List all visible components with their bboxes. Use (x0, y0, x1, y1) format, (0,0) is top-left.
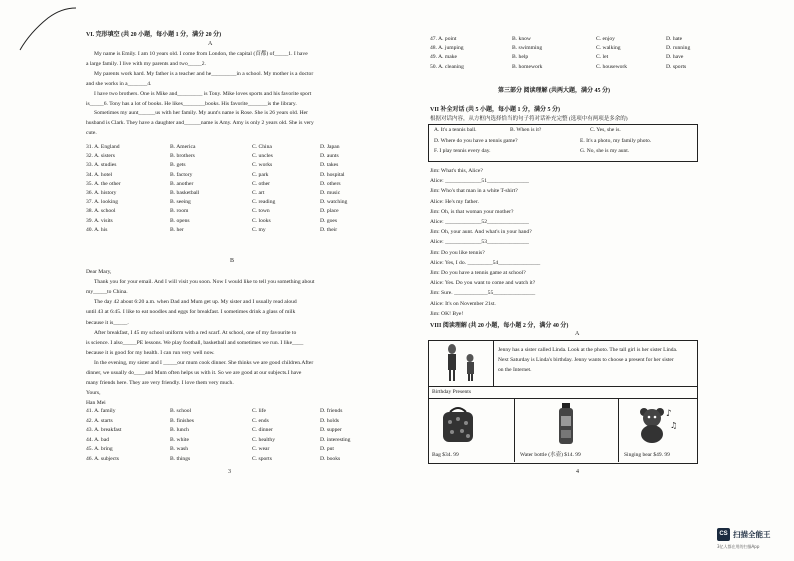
option-choice: B. things (170, 456, 191, 462)
option-choice: B. finishes (170, 417, 194, 424)
option-choice: C. my (252, 226, 266, 233)
passage-line: Jim: OK! Bye! (430, 310, 464, 317)
option-choice: B. gets (170, 162, 186, 169)
passage-line: Alice: Yes, I do. _________54_______________ (430, 259, 541, 266)
option-row (430, 64, 730, 71)
option-choice: C. town (252, 208, 270, 215)
option-choice: 39. A. visits (86, 217, 113, 224)
part-a-label: A (208, 41, 213, 47)
dialogue-choice: F. I play tennis every day. (434, 148, 491, 154)
option-choice: D. place (320, 208, 339, 215)
option-choice: D. their (320, 226, 338, 233)
option-choice: B. brothers (170, 153, 195, 160)
option-choice: B. basketball (170, 190, 200, 196)
option-choice: 50. A. cleaning (430, 63, 464, 70)
present-caption: Water bottle (水壶) $14. 99 (520, 452, 581, 458)
option-choice: B. factory (170, 171, 193, 178)
passage-line: and she works in a_______4. (86, 80, 152, 87)
passage-line: Dear Mary, (86, 269, 112, 275)
option-row (86, 162, 386, 169)
watermark-app-name: 扫描全能王 (733, 530, 771, 539)
option-choice: C. walking (596, 45, 621, 52)
story-line: on the Internet. (498, 367, 532, 373)
option-choice: D. running (666, 45, 691, 52)
option-choice: 44. A. bad (86, 436, 109, 443)
option-choice: C. sports (252, 456, 272, 462)
option-choice: B. opens (170, 217, 190, 224)
right-page (400, 0, 794, 561)
option-choice: B. help (512, 54, 529, 61)
option-choice: B. swimming (512, 45, 543, 52)
passage-line: my_____to China. (86, 289, 128, 296)
story-line: Jenny has a sister called Linda. Look at the photo. The tall girl is her sister Linda. (498, 347, 678, 353)
dialogue-choice: D. Where do you have a tennis game? (434, 137, 518, 144)
passage-line: Jim: What's this, Alice? (430, 168, 483, 174)
option-choice: B. know (512, 36, 531, 42)
bag-icon (438, 404, 478, 444)
option-choice: B. white (170, 436, 189, 443)
passage-line: In the evening, my sister and I _____our mum cook dinner. She thinks we are good children.After (94, 359, 314, 366)
passage-line: Alice: _____________53_______________ (430, 239, 529, 246)
presents-header: Birthday Presents (432, 389, 471, 395)
option-choice: D. watching (320, 199, 348, 206)
option-choice: 36. A. history (86, 190, 117, 196)
option-choice: C. other (252, 180, 271, 187)
option-choice: D. friends (320, 408, 343, 414)
box-divider (428, 398, 698, 399)
option-row (86, 218, 386, 225)
dialogue-choice: C. Yes, she is. (590, 127, 621, 133)
dialogue-choice: B. When is it? (510, 127, 542, 133)
option-choice: D. hate (666, 36, 683, 42)
svg-text:♫: ♫ (670, 421, 678, 430)
camscanner-logo-icon: CS (717, 528, 730, 541)
option-choice: C. ends (252, 417, 269, 424)
option-choice: C. wear (252, 446, 270, 453)
passage-line: Jim: Sure. ____________55_______________ (430, 290, 536, 297)
option-choice: B. homework (512, 63, 543, 70)
sisters-photo-icon (434, 343, 488, 383)
option-choice: C. dinner (252, 427, 273, 434)
option-choice: D. holds (320, 417, 339, 424)
passage-line: Jim: Do you have a tennis game at school? (430, 270, 526, 276)
option-choice: 41. A. family (86, 408, 116, 414)
passage-line: is_____6. Tony has a lot of books. He likes________books. His favorite_______is the library. (86, 100, 297, 107)
option-choice: D. hospital (320, 171, 345, 178)
option-choice: C. housework (596, 63, 628, 70)
passage-line: Jim: Do you like tennis? (430, 249, 485, 256)
option-row (86, 437, 386, 444)
option-choice: B. America (170, 144, 196, 150)
passage-line: Alice: Yes. Do you want to come and watch it? (430, 280, 536, 287)
option-choice: D. Japan (320, 144, 340, 150)
option-choice: B. seeing (170, 199, 191, 206)
option-choice: D. supper (320, 427, 342, 434)
passage-line: is science. I also_____PE lessons. We play football, basketball and sometimes we run. I like____ (86, 339, 304, 346)
section-8-title: VIII 阅读理解 (共 20 小题，每小题 2 分，满分 40 分) (430, 323, 569, 329)
option-choice: C. reading (252, 199, 276, 206)
option-choice: 43. A. breakfast (86, 427, 122, 434)
section-8-part-label: A (575, 331, 580, 337)
option-choice: D. have (666, 54, 684, 61)
option-choice: D. interesting (320, 436, 351, 443)
option-choice: 35. A. the other (86, 180, 121, 187)
page-number-left: 3 (228, 469, 231, 475)
passage-line: Jim: Oh, your aunt. And what's in your hand? (430, 229, 532, 236)
water-bottle-icon (555, 402, 577, 446)
option-row (86, 144, 386, 151)
option-choice: C. art (252, 190, 265, 196)
option-row (86, 153, 386, 160)
section-7-title: VII 补全对话 (共 5 小题，每小题 1 分，满分 5 分) (430, 107, 560, 113)
option-choice: 49. A. make (430, 54, 458, 61)
option-choice: 40. A. his (86, 226, 108, 233)
passage-line: The day 42 about 6:20 a.m. when Dad and Mum get up. My sister and I usually read aloud (94, 299, 297, 306)
option-row (86, 208, 386, 215)
option-choice: 42. A. starts (86, 417, 113, 424)
section-7-instruction: 根据对话内容，从方框内选择恰当的句子将对话补充完整 (选项中有两项是多余的) (430, 116, 628, 122)
option-choice: C. healthy (252, 436, 275, 443)
present-caption: Bag $34. 99 (432, 452, 459, 458)
present-caption: Singing bear $49. 99 (624, 452, 670, 458)
option-row (86, 446, 386, 453)
option-choice: D. music (320, 190, 341, 196)
option-choice: D. books (320, 456, 341, 462)
box-divider (428, 386, 698, 387)
option-choice: D. others (320, 180, 341, 187)
option-choice: D. put (320, 446, 334, 453)
pen-scribble (18, 6, 78, 56)
option-choice: B. her (170, 226, 184, 233)
passage-line: Han Mei (86, 400, 106, 407)
option-choice: 31. A. England (86, 144, 120, 150)
option-choice: C. park (252, 171, 269, 178)
option-row (86, 227, 386, 234)
svg-text:♪: ♪ (666, 409, 672, 419)
passage-line: because it is good for my health. I can run very well now. (86, 349, 215, 356)
option-choice: D. aunts (320, 153, 339, 160)
passage-line: Alice: He's my father. (430, 198, 479, 205)
box-divider (618, 398, 619, 462)
passage-line: Jim: Oh, is that woman your mother? (430, 208, 514, 215)
option-choice: D. takes (320, 162, 339, 169)
option-row (430, 54, 730, 61)
passage-line: My parents work hard. My father is a teacher and he_________in a school. My mother is a doctor (94, 70, 314, 77)
option-choice: 32. A. sisters (86, 153, 115, 160)
box-divider (514, 398, 515, 462)
option-row (86, 190, 386, 197)
option-choice: C. life (252, 408, 266, 414)
option-row (430, 45, 730, 52)
option-choice: 47. A. point (430, 36, 457, 42)
passage-line: After breakfast, I 45 my school uniform with a red scarf. At school, one of my favourite to (94, 329, 297, 336)
passage-line: many friends here. They are very friendly. I love them very much. (86, 380, 234, 387)
passage-line: Alice: It's on November 21st. (430, 300, 496, 307)
option-choice: B. another (170, 180, 194, 187)
option-choice: C. looks (252, 217, 271, 224)
passage-line: until 43 at 6:45. I like to eat noodles and eggs for breakfast. I sometimes drink a glass of milk (86, 309, 296, 316)
part-b-label: B (230, 258, 235, 264)
option-choice: C. let (596, 54, 609, 61)
singing-bear-icon (632, 404, 678, 444)
section-6-title: VI. 完形填空 (共 20 小题，每小题 1 分，满分 20 分) (86, 32, 222, 38)
option-row (86, 418, 386, 425)
option-row (86, 408, 386, 415)
option-choice: 34. A. hotel (86, 171, 113, 178)
option-choice: B. school (170, 408, 192, 414)
passage-line: I have two brothers. One is Mike and_________ is Tony. Mike loves sports and his favorite sport (94, 90, 312, 97)
passage-line: Alice: _____________52_______________ (430, 219, 529, 225)
story-line: Next Saturday is Linda's birthday. Jenny wants to choose a present for her sister (498, 357, 674, 363)
passage-line: Thank you for your email. And I will visit you soon. Now I would like to tell you something about (94, 279, 315, 286)
option-choice: C. works (252, 162, 273, 169)
passage-line: a large family. I live with my parents and two_____2. (86, 60, 206, 67)
part3-title: 第三部分 阅读理解 (共两大题，满分 45 分) (498, 88, 610, 94)
option-choice: D. sports (666, 63, 687, 70)
option-choice: 46. A. subjects (86, 456, 119, 462)
passage-line: Sometimes my aunt______us with her family. My aunt's name is Rose. She is 26 years old. Her (94, 110, 308, 117)
option-row (86, 427, 386, 434)
dialogue-choice: G. No, she is my aunt. (580, 148, 630, 154)
option-choice: 37. A. looking (86, 199, 119, 206)
option-choice: C. China (252, 144, 272, 150)
option-row (86, 456, 386, 463)
watermark-tagline: 3亿人都在用的扫描App (717, 544, 760, 549)
option-row (430, 36, 730, 43)
dialogue-choice: E. It's a photo, my family photo. (580, 137, 652, 144)
box-divider (493, 340, 494, 386)
dialogue-choice: A. It's a tennis ball. (434, 127, 477, 133)
passage-line: cute. (86, 130, 97, 137)
passage-line: Jim: Who's that man in a white T-shirt? (430, 188, 518, 195)
page-number-right: 4 (576, 469, 579, 475)
option-choice: 33. A. studies (86, 162, 117, 169)
option-row (86, 181, 386, 188)
passage-line: because it is_____. (86, 319, 129, 326)
passage-line: dinner, we usually do____and Mum often helps us with it. So we are good at our subjects.I have (86, 370, 302, 376)
passage-line: My name is Emily. I am 10 years old. I come from London, the capital (首都) of_____1. I have (94, 51, 308, 57)
passage-line: Alice: _____________51_______________ (430, 178, 529, 185)
option-choice: 48. A. jumping (430, 45, 464, 52)
option-choice: 38. A. school (86, 208, 116, 215)
option-choice: B. room (170, 208, 189, 215)
option-choice: C. enjoy (596, 36, 615, 42)
option-choice: D. goes (320, 217, 338, 224)
passage-line: Yours, (86, 390, 101, 397)
option-choice: C. uncles (252, 153, 273, 160)
option-choice: 45. A. bring (86, 446, 113, 453)
option-row (86, 199, 386, 206)
passage-line: husband is Clark. They have a daughter and______name is Amy. Amy is only 2 years old. She is very (86, 120, 314, 127)
option-choice: B. lunch (170, 427, 189, 434)
option-row (86, 172, 386, 179)
option-choice: B. wash (170, 446, 189, 453)
